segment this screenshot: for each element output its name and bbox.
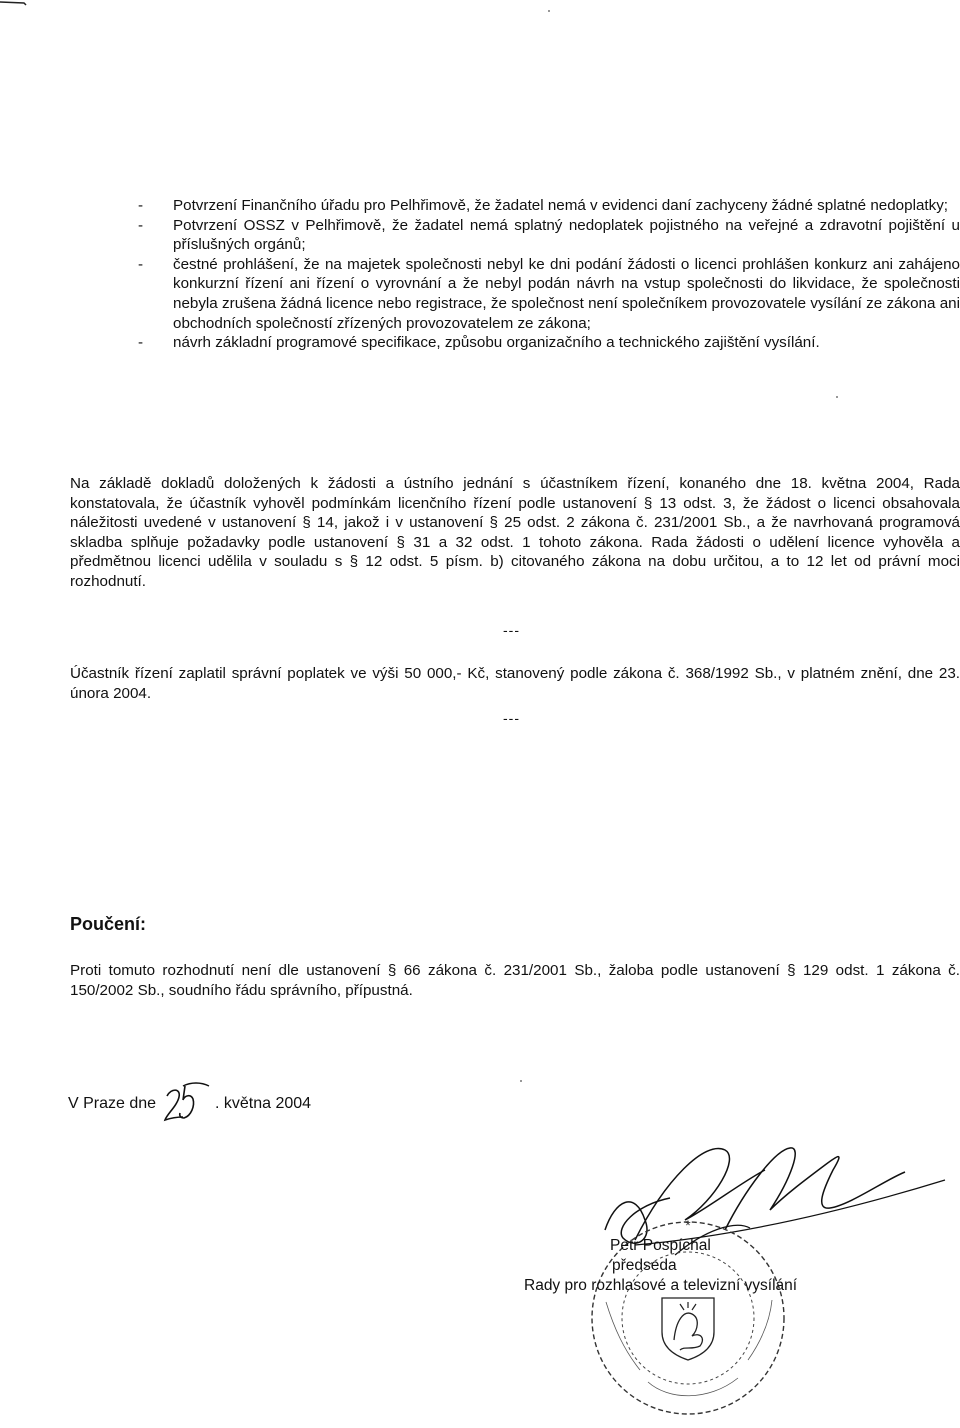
list-item-text: čestné prohlášení, že na majetek společnosti nebyl ke dni podání žádosti o licenci prohlášen konkurz ani zahájeno konkurzní řízení ani řízení o vyrovnání a že nebyl podán návrh na vstup společnosti do likvidace, že společnosti nebyla zrušena žádná licence nebo registrace, že společnost není společníkem provozovatele vysílání ze zákona ani obchodních společností zřízených provozovatelem ze zákona; [173,255,960,332]
list-dash: - [138,197,144,214]
decision-paragraph: Na základě dokladů doložených k žádosti a ústního jednání s účastníkem řízení, konaného dne 18. května 2004, Rada konstatovala, že účastník vyhověl podmínkám licenčního řízení podle ustanovení § 13 odst. 3, že žádost o licenci obsahovala náležitosti uvedené v ustanovení § 14, jakož i v ustanovení § 25 odst. 2 zákona č. 231/2001 Sb., a že navrhovaná programová skladba splňuje požadavky podle ustanovení § 31 a 32 odst. 1 tohoto zákona. Rada žádosti o udělení licence vyhověla a předmětnou licenci udělila v souladu s § 12 odst. 5 písm. b) citovaného zákona na dobu určitou, a to 12 let od právní moci rozhodnutí. [70,475,960,590]
date-prefix: V Praze dne [68,1095,157,1112]
date-line [68,1086,311,1126]
list-item-text: Potvrzení OSSZ v Pelhřimově, že žadatel nemá splatný nedoplatek pojistného na veřejné a zdravotní pojištění u příslušných orgánů; [173,216,960,254]
list-item [138,216,960,255]
scan-speck [836,396,838,398]
signatory-name: Petr Pospíchal [610,1237,711,1254]
signatory-role: předseda [612,1257,677,1274]
scan-corner-mark [0,0,28,8]
list-item [138,333,960,353]
instruction-heading: Poučení: [70,914,147,934]
instruction-paragraph: Proti tomuto rozhodnutí není dle ustanovení § 66 zákona č. 231/2001 Sb., žaloba podle ustanovení § 129 odst. 1 zákona č. 150/2002 Sb., soudního řádu správního, přípustná. [70,962,960,999]
date-suffix: . května 2004 [214,1095,312,1112]
svg-text:*: * [685,1217,691,1233]
list-item-text: Potvrzení Finančního úřadu pro Pelhřimově, že žadatel nemá v evidenci daní zachyceny žádné splatné nedoplatky; [173,197,949,214]
scan-speck [548,10,550,12]
requirements-list [138,196,960,353]
list-dash: - [138,255,144,273]
signatory-body: Rady pro rozhlasové a televizní vysílání [524,1277,798,1294]
section-separator: --- [503,622,520,638]
list-dash: - [138,334,144,352]
list-item [138,255,960,333]
section-separator: --- [503,710,520,726]
scan-speck [520,1080,522,1082]
fee-paragraph: Účastník řízení zaplatil správní poplatek ve výši 50 000,- Kč, stanovený podle zákona č. 368/1992 Sb., v platném znění, dne 23. února 2004. [70,665,960,702]
list-item [138,196,960,216]
list-item-text: návrh základní programové specifikace, způsobu organizačního a technického zajištění vysílání. [173,334,820,352]
list-dash: - [138,216,144,234]
handwritten-day-mark [161,1080,211,1126]
handwritten-day [161,1086,211,1126]
